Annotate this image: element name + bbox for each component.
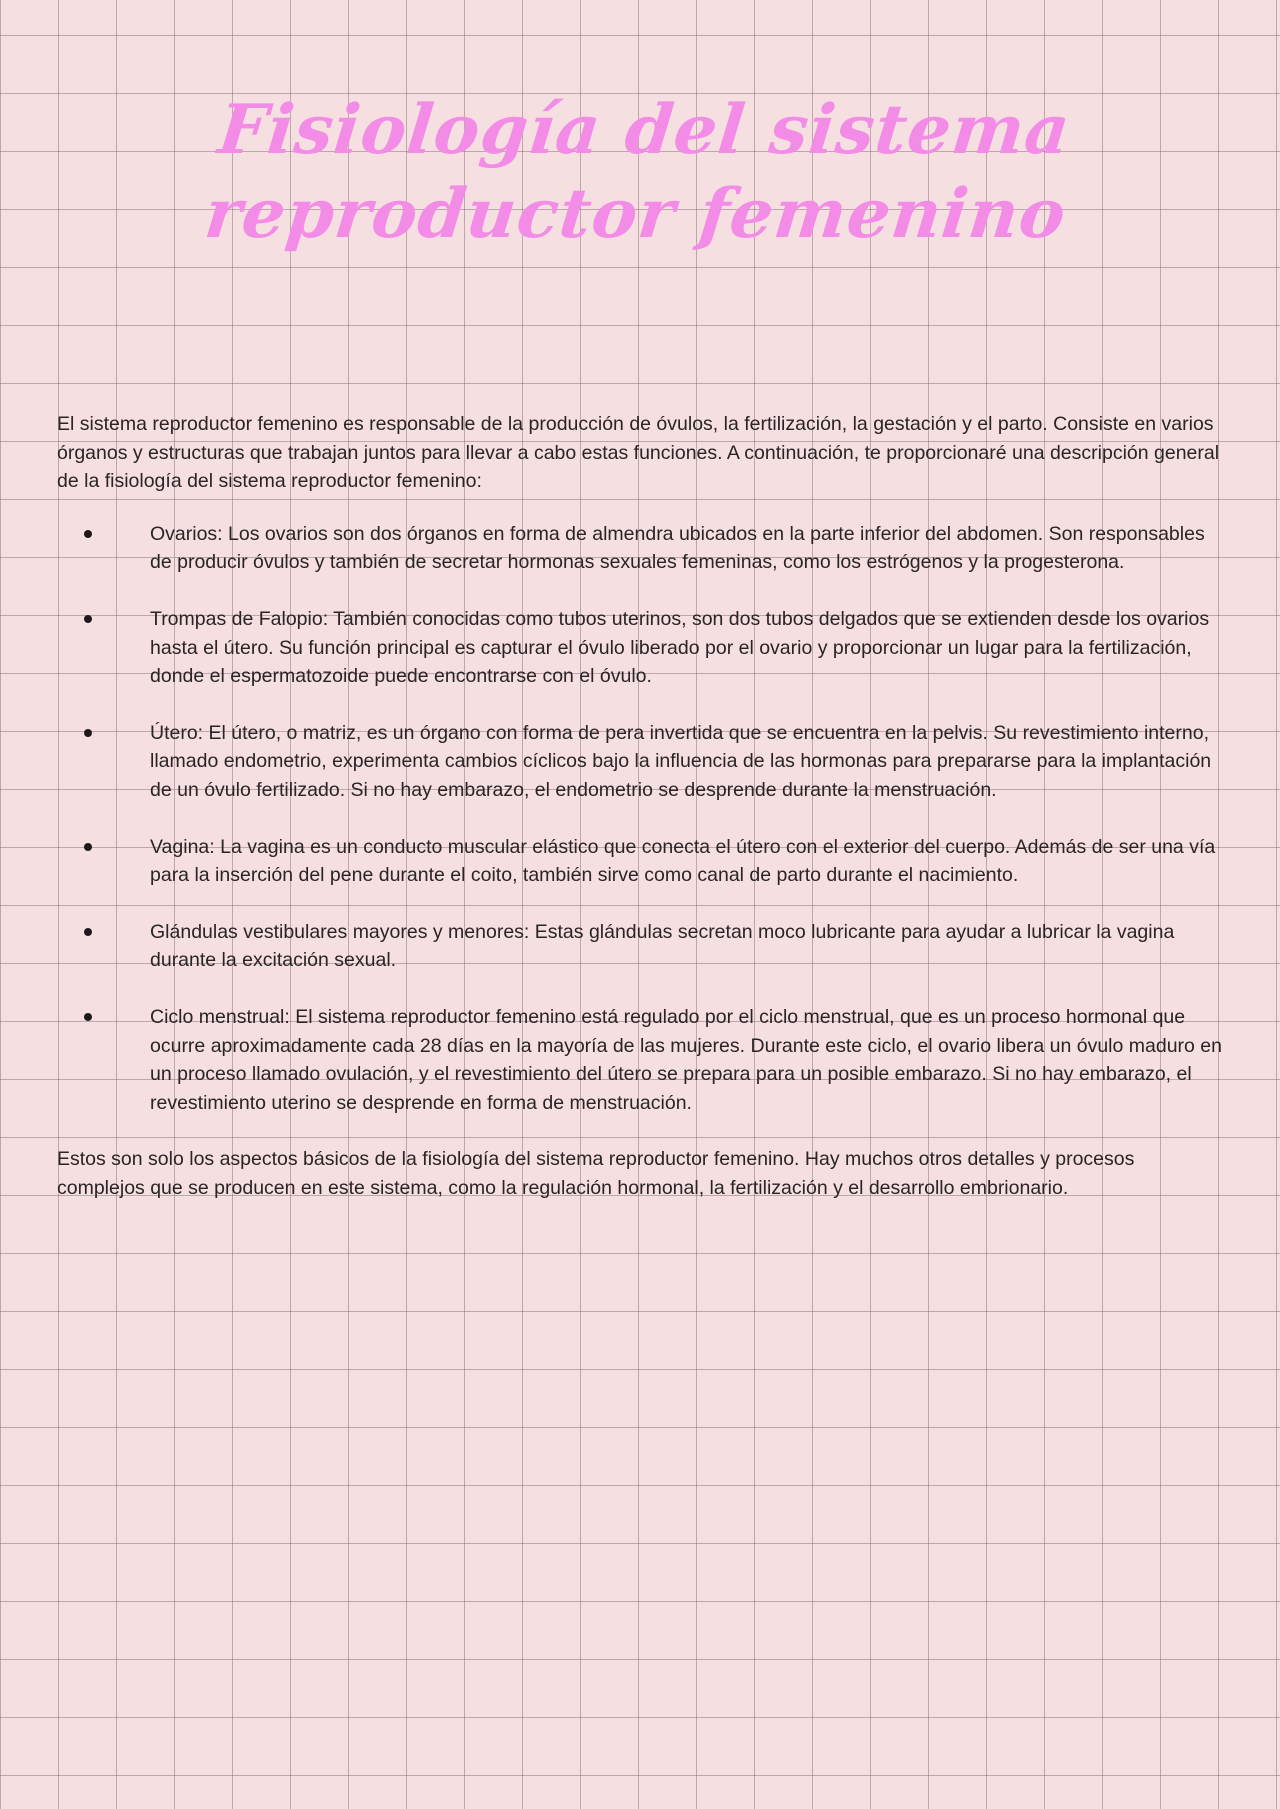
list-item-text: Glándulas vestibulares mayores y menores: Estas glándulas secretan moco lubricante para ayudar a lubricar la vagina durante la excitación sexual. [150,920,1175,972]
list-item-vagina [57,833,1222,890]
list-item-text: Vagina: La vagina es un conducto muscular elástico que conecta el útero con el exterior del cuerpo. Además de ser una vía para la inserción del pene durante el coito, también sirve como canal de parto durante el nacimiento. [150,835,1216,887]
bullet-icon [84,1013,92,1021]
bullet-list [57,520,1222,1118]
closing-paragraph: Estos son solo los aspectos básicos de la fisiología del sistema reproductor femenino. Hay muchos otros detalles y procesos complejos que se producen en este sistema, como la regulación hormonal, la fertilización y el desarrollo embrionario. [57,1148,1135,1199]
document-body [57,410,1222,1202]
list-item-text: Útero: El útero, o matriz, es un órgano con forma de pera invertida que se encuentra en la pelvis. Su revestimiento interno, llamado endometrio, experimenta cambios cíclicos bajo la influencia de las hormonas para prepararse para la implantación de un óvulo fertilizado. Si no hay embarazo, el endometrio se desprende durante la menstruación. [150,721,1212,801]
page-title: Fisiología del sistema reproductor femenino [201,90,1075,254]
bullet-icon [84,729,92,737]
list-item-utero [57,719,1222,805]
bullet-icon [84,530,92,538]
bullet-icon [84,928,92,936]
list-item-ciclo [57,1003,1222,1117]
list-item-trompas [57,605,1222,691]
bullet-icon [84,843,92,851]
intro-paragraph: El sistema reproductor femenino es responsable de la producción de óvulos, la fertilización, la gestación y el parto. Consiste en varios órganos y estructuras que trabajan juntos para llevar a cabo estas funciones. A continuación, te proporcionaré una descripción general de la fisiología del sistema reproductor femenino: [57,413,1220,493]
list-item-text: Ovarios: Los ovarios son dos órganos en forma de almendra ubicados en la parte inferior del abdomen. Son responsables de producir óvulos y también de secretar hormonas sexuales femeninas, como los estrógenos y la progesterona. [150,522,1205,574]
list-item-ovarios [57,520,1222,577]
list-item-text: Trompas de Falopio: También conocidas como tubos uterinos, son dos tubos delgados que se extienden desde los ovarios hasta el útero. Su función principal es capturar el óvulo liberado por el ovario y proporcionar un lugar para la fertilización, donde el espermatozoide puede encontrarse con el óvulo. [150,607,1210,688]
list-item-glandulas [57,918,1222,975]
bullet-icon [84,615,92,623]
list-item-text: Ciclo menstrual: El sistema reproductor femenino está regulado por el ciclo menstrual, que es un proceso hormonal que ocurre aproximadamente cada 28 días en la mayoría de las mujeres. Durante este ciclo, el ovario libera un óvulo maduro en un proceso llamado ovulación, y el revestimiento del útero se prepara para un posible embarazo. Si no hay embarazo, el revestimiento uterino se desprende en forma de menstruación. [150,1005,1222,1114]
